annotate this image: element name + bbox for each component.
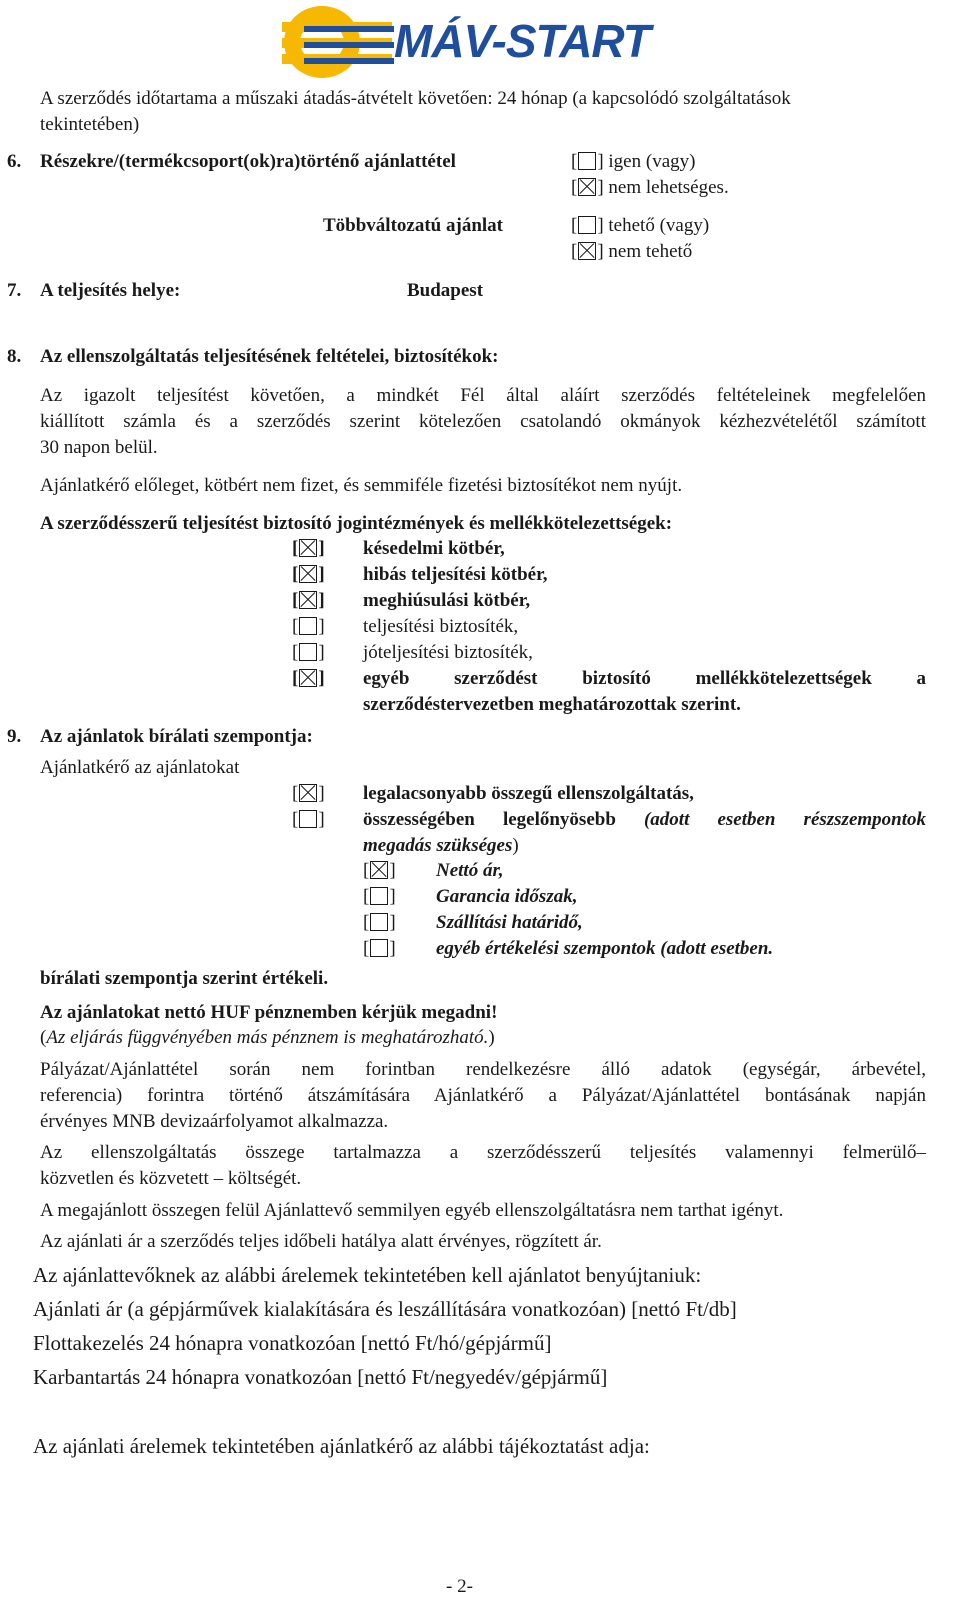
- guarantee-item: [ ]: [292, 668, 325, 689]
- exchange-paragraph-line1: Pályázat/Ajánlattétel során nem forintban rendelkezésre álló adatok (egységár, árbevétel,: [40, 1059, 926, 1080]
- checkbox-icon: [578, 216, 596, 234]
- guarantee-item: [ ]: [292, 616, 325, 637]
- subcriterion-label: Nettó ár,: [436, 860, 504, 881]
- exchange-paragraph-line3: érvényes MNB devizaárfolyamot alkalmazza.: [40, 1111, 389, 1132]
- option-igen: [ ] igen (vagy): [571, 151, 696, 172]
- guarantee-item-label: jóteljesítési biztosíték,: [363, 642, 533, 663]
- checkbox-icon: [370, 913, 388, 931]
- costs-paragraph-line2: közvetlen és közvetett – költségét.: [40, 1168, 302, 1189]
- variant-offer-title: Többváltozatú ajánlat: [323, 215, 503, 236]
- payment-paragraph-line1: Az igazolt teljesítést követően, a mindkét Fél által aláírt szerződés feltételeinek megfelelően: [40, 385, 926, 406]
- evaluation-outro: bírálati szempontja szerint értékeli.: [40, 968, 329, 989]
- guarantee-item: [ ]: [292, 590, 325, 611]
- section-7-title: A teljesítés helye:: [40, 280, 181, 301]
- mav-start-logo: [282, 0, 682, 88]
- criterion-lowest-price: legalacsonyabb összegű ellenszolgáltatás,: [363, 783, 694, 804]
- option-nem-lehetseges: [ ] nem lehetséges.: [571, 177, 729, 198]
- price-element-2: Flottakezelés 24 hónapra vonatkozóan [nettó Ft/hó/gépjármű]: [33, 1331, 552, 1355]
- guarantee-other-line2: szerződéstervezetben meghatározottak szerint.: [363, 694, 741, 715]
- contract-duration-line2: tekintetében): [40, 114, 140, 135]
- subcriterion-item: [ ]: [363, 860, 396, 881]
- criterion-item: [ ]: [292, 809, 325, 830]
- subcriterion-item: [ ]: [363, 912, 396, 933]
- checked-checkbox-icon: [370, 861, 388, 879]
- checkbox-icon: [370, 939, 388, 957]
- guarantee-item: [ ]: [292, 564, 325, 585]
- logo-text: MÁV-START: [394, 15, 650, 67]
- checked-checkbox-icon: [299, 669, 317, 687]
- guarantee-other-line1: egyéb szerződést biztosító mellékkötelezettségek a: [363, 668, 926, 689]
- checked-checkbox-icon: [299, 591, 317, 609]
- section-8-title: Az ellenszolgáltatás teljesítésének feltételei, biztosítékok:: [40, 346, 499, 367]
- fixed-price-paragraph: Az ajánlati ár a szerződés teljes időbeli hatálya alatt érvényes, rögzített ár.: [40, 1231, 602, 1252]
- checkbox-icon: [370, 887, 388, 905]
- checkbox-icon: [299, 617, 317, 635]
- section-6-number: 6.: [7, 151, 22, 172]
- section-8-number: 8.: [7, 346, 22, 367]
- price-elements-info: Az ajánlati árelemek tekintetében ajánlatkérő az alábbi tájékoztatást adja:: [33, 1434, 650, 1458]
- option-nem-teheto: [ ] nem tehető: [571, 241, 693, 262]
- checkbox-icon: [299, 810, 317, 828]
- guarantee-item-label: meghiúsulási kötbér,: [363, 590, 531, 611]
- checked-checkbox-icon: [299, 539, 317, 557]
- checked-checkbox-icon: [299, 565, 317, 583]
- criterion-item: [ ]: [292, 783, 325, 804]
- subcriterion-label: Szállítási határidő,: [436, 912, 583, 933]
- guarantee-item-label: teljesítési biztosíték,: [363, 616, 519, 637]
- option-teheto: [ ] tehető (vagy): [571, 215, 710, 236]
- price-element-1: Ajánlati ár (a gépjárművek kialakítására és leszállítására vonatkozóan) [nettó Ft/db]: [33, 1297, 737, 1321]
- page-number: - 2-: [446, 1576, 473, 1597]
- checked-checkbox-icon: [299, 784, 317, 802]
- criterion-best-value: összességében legelőnyösebb (adott esetben részszempontok: [363, 809, 927, 830]
- section-7-value: Budapest: [407, 280, 484, 301]
- guarantee-item: [ ]: [292, 642, 325, 663]
- checkbox-icon: [299, 643, 317, 661]
- exchange-paragraph-line2: referencia) forintra történő átszámítására Ajánlatkérő a Pályázat/Ajánlattétel bontásának napján: [40, 1085, 926, 1106]
- contract-duration-line1: A szerződés időtartama a műszaki átadás-átvételt követően: 24 hónap (a kapcsolódó szolgáltatások: [40, 88, 791, 109]
- section-7-number: 7.: [7, 280, 22, 301]
- checked-checkbox-icon: [578, 242, 596, 260]
- section-6-title: Részekre/(termékcsoport(ok)ra)történő ajánlattétel: [40, 151, 456, 172]
- guarantee-item-label: késedelmi kötbér,: [363, 538, 505, 559]
- guarantee-item: [ ]: [292, 538, 325, 559]
- criterion-best-value-line2: megadás szükséges): [363, 835, 519, 856]
- payment-paragraph-line3: 30 napon belül.: [40, 437, 158, 458]
- payment-paragraph-line2: kiállított számla és a szerződés szerint kötelezően csatolandó okmányok kézhezvételétől számított: [40, 411, 926, 432]
- evaluation-intro: Ajánlatkérő az ajánlatokat: [40, 757, 240, 778]
- section-9-number: 9.: [7, 726, 22, 747]
- no-advance-paragraph: Ajánlatkérő előleget, kötbért nem fizet, és semmiféle fizetési biztosítékot nem nyújt.: [40, 475, 683, 496]
- guarantee-item-label: hibás teljesítési kötbér,: [363, 564, 548, 585]
- subcriterion-label: Garancia időszak,: [436, 886, 578, 907]
- subcriterion-item: [ ]: [363, 886, 396, 907]
- checked-checkbox-icon: [578, 178, 596, 196]
- subcriterion-item: [ ]: [363, 938, 396, 959]
- currency-note: (Az eljárás függvényében más pénznem is meghatározható.): [40, 1027, 495, 1048]
- price-element-3: Karbantartás 24 hónapra vonatkozóan [nettó Ft/negyedév/gépjármű]: [33, 1365, 608, 1389]
- section-9-title: Az ajánlatok bírálati szempontja:: [40, 726, 313, 747]
- currency-statement: Az ajánlatokat nettó HUF pénznemben kérjük megadni!: [40, 1002, 498, 1023]
- guarantees-heading: A szerződésszerű teljesítést biztosító jogintézmények és mellékkötelezettségek:: [40, 513, 673, 534]
- costs-paragraph-line1: Az ellenszolgáltatás összege tartalmazza a szerződésszerű teljesítés valamennyi felmerülő–: [40, 1142, 926, 1163]
- subcriterion-label: egyéb értékelési szempontok (adott esetben.: [436, 938, 774, 959]
- checkbox-icon: [578, 152, 596, 170]
- no-extra-claim-paragraph: A megajánlott összegen felül Ajánlattevő semmilyen egyéb ellenszolgáltatásra nem tarthat igényt.: [40, 1200, 784, 1221]
- price-elements-intro: Az ajánlattevőknek az alábbi árelemek tekintetében kell ajánlatot benyújtaniuk:: [33, 1263, 702, 1287]
